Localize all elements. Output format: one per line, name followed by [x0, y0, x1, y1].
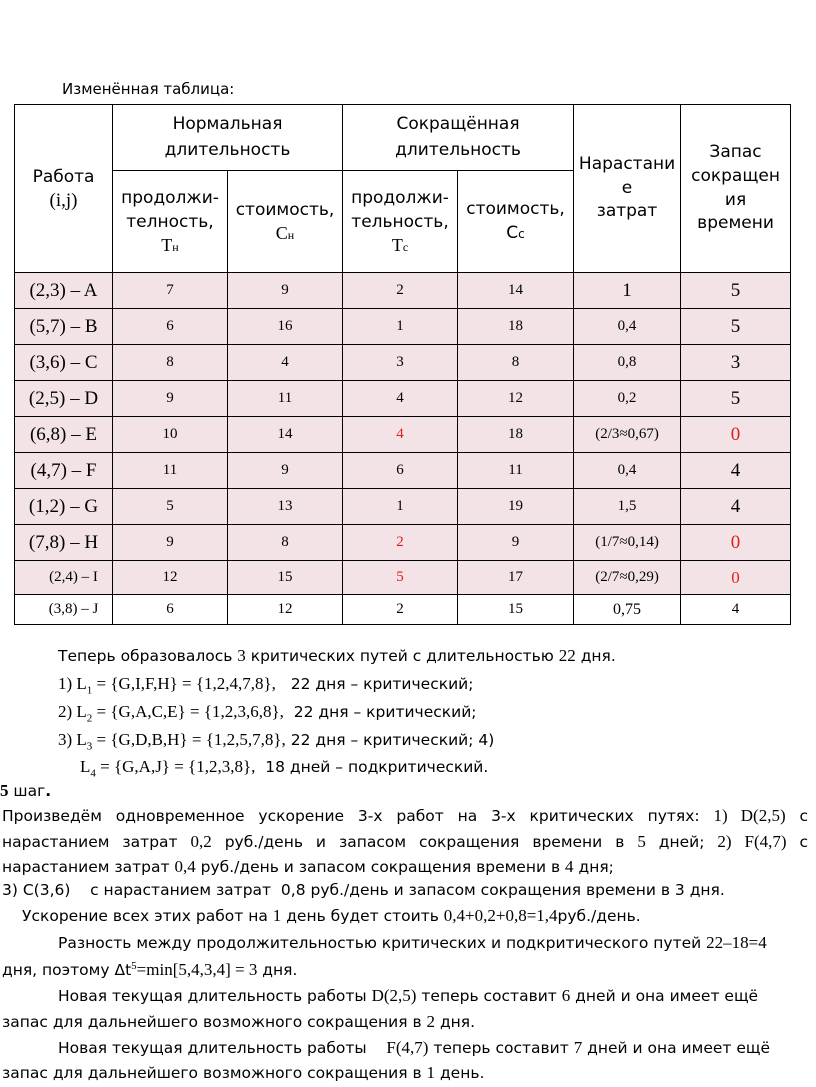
cell-short-duration: 3 — [343, 345, 458, 381]
l2-label: 2) L — [58, 702, 87, 721]
cell-short-duration: 4 — [343, 417, 458, 453]
cell-short-cost: 18 — [458, 417, 574, 453]
cell-cost-growth: 1,5 — [574, 489, 681, 525]
l3-label: 3) L — [58, 730, 87, 749]
cell-normal-cost: 4 — [228, 345, 343, 381]
a2-w11: дней; — [658, 833, 705, 851]
a6-calc: 22–18=4 — [706, 933, 767, 952]
l3-sub: 3 — [86, 740, 93, 753]
cell-work: (2,3) – A — [15, 273, 113, 309]
header-short-duration-line2: тельность, — [351, 212, 449, 232]
header-reserve-line2: сокращен — [691, 165, 780, 186]
l4-sets: = {G,A,J} = {1,2,3,8}, — [95, 757, 256, 776]
cell-normal-cost: 9 — [228, 273, 343, 309]
header-reserve-line4: времени — [697, 213, 774, 234]
table-caption: Изменённая таблица: — [62, 80, 235, 98]
a2-w6: запасом — [338, 833, 407, 851]
cell-normal-cost: 14 — [228, 417, 343, 453]
cell-reserve: 0 — [681, 525, 791, 561]
cell-cost-growth: 0,4 — [574, 453, 681, 489]
header-normal-cost-subscript: н — [287, 227, 295, 242]
a3-num1: 0,4 — [174, 857, 196, 876]
header-short-line1: Сокращённая — [396, 114, 520, 134]
a8-t2: теперь составит — [416, 987, 562, 1005]
a7-calc: =min[5,4,3,4] = 3 — [136, 960, 258, 980]
step-heading — [0, 781, 51, 801]
header-short-line2: длительность — [395, 139, 521, 160]
table-row — [15, 561, 791, 595]
paragraph-new-d-line2 — [2, 1012, 475, 1032]
paragraph-critical-paths — [58, 646, 616, 666]
p1-text2: критических путей с длительностью — [245, 647, 559, 665]
step-word: шаг — [8, 782, 46, 800]
cell-normal-duration: 6 — [113, 595, 228, 625]
a10-work: F(4,7) — [386, 1038, 429, 1057]
cell-cost-growth: 0,75 — [574, 595, 681, 625]
cell-normal-duration: 10 — [113, 417, 228, 453]
a2-w13: F(4,7) — [744, 832, 787, 851]
cell-reserve: 5 — [681, 273, 791, 309]
p1-days: 22 — [558, 646, 576, 665]
path-l3 — [58, 730, 494, 752]
cell-reserve: 3 — [681, 345, 791, 381]
a2-w5: и — [315, 833, 326, 851]
a1-w6: критических — [529, 807, 634, 825]
cell-work: (7,8) – H — [15, 525, 113, 561]
cell-normal-cost: 12 — [228, 595, 343, 625]
a1-w1: Произведём — [2, 807, 102, 825]
header-short-duration-line1: продолжи- — [351, 188, 449, 209]
a8-t1: Новая текущая длительность работы — [58, 987, 372, 1005]
path-l4 — [80, 757, 488, 779]
cell-normal-duration: 9 — [113, 525, 228, 561]
header-work-label: Работа — [32, 166, 95, 187]
cell-normal-cost: 13 — [228, 489, 343, 525]
header-reserve-line3: ия — [724, 189, 747, 210]
cell-reserve: 5 — [681, 309, 791, 345]
table-row — [15, 417, 791, 453]
cell-short-duration: 2 — [343, 273, 458, 309]
cell-work: (1,2) – G — [15, 489, 113, 525]
cell-normal-duration: 11 — [113, 453, 228, 489]
a7-sup: 5 — [131, 960, 137, 972]
a2-w14: с — [799, 833, 809, 851]
cell-normal-duration: 12 — [113, 561, 228, 595]
header-reserve — [681, 105, 791, 273]
header-normal-duration-symbol: Т — [161, 234, 173, 255]
cell-short-duration: 4 — [343, 381, 458, 417]
cell-short-cost: 9 — [458, 525, 574, 561]
cell-short-cost: 11 — [458, 453, 574, 489]
table-row — [15, 381, 791, 417]
cell-work: (3,6) – C — [15, 345, 113, 381]
paragraph-acceleration-line3 — [2, 857, 614, 877]
cell-short-cost: 15 — [458, 595, 574, 625]
cell-reserve: 5 — [681, 381, 791, 417]
cell-short-cost: 19 — [458, 489, 574, 525]
p1-text: Теперь образовалось — [58, 647, 238, 665]
cell-cost-growth: (2/7≈0,29) — [574, 561, 681, 595]
header-work-ij: (i,j) — [49, 190, 78, 212]
paragraph-difference-line1 — [58, 933, 767, 953]
cell-normal-cost: 16 — [228, 309, 343, 345]
cell-short-duration: 5 — [343, 561, 458, 595]
table-row — [15, 273, 791, 309]
header-short-duration-symbol: Т — [391, 234, 403, 255]
a11-end: день. — [435, 1064, 485, 1082]
a9-t1: запас для дальнейшего возможного сокращения в — [2, 1013, 427, 1031]
cell-short-duration: 1 — [343, 489, 458, 525]
a5-unit: руб./день. — [557, 907, 641, 925]
cell-short-cost: 17 — [458, 561, 574, 595]
path-l2 — [58, 702, 477, 724]
table-row — [15, 595, 791, 625]
paragraph-new-d-line1 — [58, 986, 758, 1006]
l2-desc: 22 дня – критический; — [293, 703, 477, 721]
a2-w7: сокращения — [418, 833, 520, 851]
header-normal-cost — [228, 171, 343, 273]
table-row — [15, 525, 791, 561]
a1-w5: на 3-х — [457, 807, 516, 825]
header-work — [15, 105, 113, 273]
header-short — [343, 105, 574, 171]
a1-w7: путях: — [647, 807, 700, 825]
a5-t1: Ускорение всех этих работ на — [22, 907, 273, 925]
l4-label: L — [80, 757, 91, 776]
header-short-cost-symbol: С — [506, 222, 519, 243]
header-normal-cost-line1: стоимость, — [235, 200, 335, 221]
l1-label: 1) L — [58, 674, 87, 693]
header-short-cost — [458, 171, 574, 273]
l3-desc: 22 дня – критический; 4) — [285, 731, 495, 749]
header-normal-duration-line2: телность, — [126, 212, 214, 232]
paragraph-difference-line2 — [2, 960, 297, 980]
a6-t1: Разность между продолжительностью критических и подкритического путей — [58, 934, 707, 952]
table-row — [15, 345, 791, 381]
a9-num: 2 — [426, 1012, 436, 1031]
l2-sets: = {G,A,C,E} = {1,2,3,6,8}, — [92, 702, 284, 721]
cell-short-duration: 1 — [343, 309, 458, 345]
cell-reserve: 4 — [681, 489, 791, 525]
a1-w4: 3-х работ — [357, 807, 444, 825]
a2-w3: 0,2 — [190, 832, 212, 851]
a3-t2: руб./день и запасом сокращения времени в — [195, 858, 566, 876]
cell-cost-growth: 0,8 — [574, 345, 681, 381]
path-l1 — [58, 674, 473, 696]
cell-cost-growth: 0,4 — [574, 309, 681, 345]
l4-desc: 18 дней – подкритический. — [265, 758, 489, 776]
cell-cost-growth: (2/3≈0,67) — [574, 417, 681, 453]
l1-desc: 22 дня – критический; — [290, 675, 474, 693]
a5-num: 1 — [272, 906, 282, 925]
cell-cost-growth: 0,2 — [574, 381, 681, 417]
a5-sum: 0,4+0,2+0,8=1,4 — [443, 906, 558, 925]
paragraph-cost — [22, 906, 641, 926]
a2-w4: руб./день — [224, 833, 303, 851]
cell-short-cost: 14 — [458, 273, 574, 309]
cell-work: (2,5) – D — [15, 381, 113, 417]
table-row — [15, 309, 791, 345]
cell-short-cost: 8 — [458, 345, 574, 381]
paragraph-new-f-line2 — [2, 1063, 484, 1083]
l3-sets: = {G,D,B,H} = {1,2,5,7,8}, — [92, 730, 286, 749]
header-short-cost-line1: стоимость, — [466, 198, 565, 219]
a10-t2: теперь составит — [428, 1039, 574, 1057]
header-normal-duration-line1: продолжи- — [121, 188, 219, 209]
a3-t3: дня; — [573, 858, 614, 876]
cell-work: (3,8) – J — [15, 595, 113, 625]
cell-work: (2,4) – I — [15, 561, 113, 595]
a11-t1: запас для дальнейшего возможного сокращения в — [2, 1064, 427, 1082]
p1-number: 3 — [237, 646, 246, 665]
cell-normal-cost: 11 — [228, 381, 343, 417]
header-growth-line1: Нарастани — [578, 153, 676, 174]
cell-short-cost: 18 — [458, 309, 574, 345]
a10-t1: Новая текущая длительность работы — [58, 1039, 387, 1057]
cell-short-duration: 6 — [343, 453, 458, 489]
a2-w1: нарастанием — [2, 833, 110, 851]
l1-sets: = {G,I,F,H} = {1,2,4,7,8}, — [92, 674, 276, 693]
cell-short-duration: 2 — [343, 595, 458, 625]
a3-t1: нарастанием затрат — [2, 858, 175, 876]
cell-work: (4,7) – F — [15, 453, 113, 489]
cell-short-duration: 2 — [343, 525, 458, 561]
a3-num2: 4 — [565, 857, 574, 876]
cell-work: (6,8) – E — [15, 417, 113, 453]
a1-w8: 1) D(2,5) — [713, 806, 786, 825]
a9-end: дня. — [435, 1013, 476, 1031]
cell-normal-cost: 15 — [228, 561, 343, 595]
paragraph-acceleration-line4: 3) С(3,6) с нарастанием затрат 0,8 руб./день и запасом сокращения времени в 3 дня. — [2, 881, 725, 899]
cell-cost-growth: (1/7≈0,14) — [574, 525, 681, 561]
a1-w3: ускорение — [258, 807, 345, 825]
a11-num: 1 — [426, 1063, 436, 1082]
step-number: 5 — [0, 781, 9, 800]
cell-normal-duration: 9 — [113, 381, 228, 417]
cell-normal-duration: 6 — [113, 309, 228, 345]
a8-t3: дней и она имеет ещё — [570, 987, 759, 1005]
cell-normal-duration: 8 — [113, 345, 228, 381]
a7-t1: дня, поэтому — [2, 961, 115, 980]
paragraph-acceleration-line2 — [2, 832, 808, 852]
table-row — [15, 489, 791, 525]
header-growth — [574, 105, 681, 273]
a1-w2: одновременное — [115, 807, 245, 825]
cell-normal-duration: 5 — [113, 489, 228, 525]
header-normal-cost-symbol: С — [275, 222, 288, 243]
a5-t2: день будет стоить — [281, 907, 444, 925]
header-reserve-line1: Запас — [709, 141, 762, 162]
a2-w8: времени — [532, 833, 603, 851]
header-normal-duration-subscript: н — [172, 239, 179, 254]
header-growth-line2: е — [621, 177, 633, 198]
header-normal — [113, 105, 343, 171]
a7-delta: Δt — [114, 961, 132, 980]
a8-work: D(2,5) — [371, 986, 417, 1005]
p1-end: дня. — [575, 647, 616, 665]
cell-work: (5,7) – B — [15, 309, 113, 345]
header-normal-line1: Нормальная — [172, 114, 283, 134]
cell-normal-duration: 7 — [113, 273, 228, 309]
cell-reserve: 4 — [681, 595, 791, 625]
a2-w2: затрат — [122, 833, 178, 851]
a1-w9: с — [799, 807, 808, 825]
a2-w12: 2) — [717, 832, 732, 851]
project-table — [14, 104, 791, 625]
table-body — [15, 273, 791, 625]
header-normal-duration — [113, 171, 228, 273]
a2-w9: в — [615, 833, 625, 851]
a10-t3: дней и она имеет ещё — [582, 1039, 771, 1057]
paragraph-acceleration-line1 — [2, 806, 808, 826]
l2-sub: 2 — [86, 712, 93, 725]
header-short-cost-subscript: с — [518, 226, 525, 241]
cell-normal-cost: 9 — [228, 453, 343, 489]
header-short-duration-subscript: с — [402, 239, 409, 254]
cell-reserve: 0 — [681, 561, 791, 595]
l4-sub: 4 — [90, 767, 96, 780]
table-row — [15, 453, 791, 489]
header-short-duration — [343, 171, 458, 273]
a10-num: 7 — [573, 1038, 583, 1057]
cell-normal-cost: 8 — [228, 525, 343, 561]
a7-end: дня. — [257, 961, 298, 980]
a2-w10: 5 — [637, 832, 646, 851]
cell-short-cost: 12 — [458, 381, 574, 417]
paragraph-new-f-line1 — [58, 1038, 770, 1058]
cell-cost-growth: 1 — [574, 273, 681, 309]
a8-num: 6 — [561, 986, 571, 1005]
step-dot: . — [45, 782, 52, 800]
l1-sub: 1 — [86, 684, 93, 697]
header-normal-line2: длительность — [164, 139, 291, 160]
cell-reserve: 4 — [681, 453, 791, 489]
header-growth-line3: затрат — [596, 201, 658, 222]
cell-reserve: 0 — [681, 417, 791, 453]
